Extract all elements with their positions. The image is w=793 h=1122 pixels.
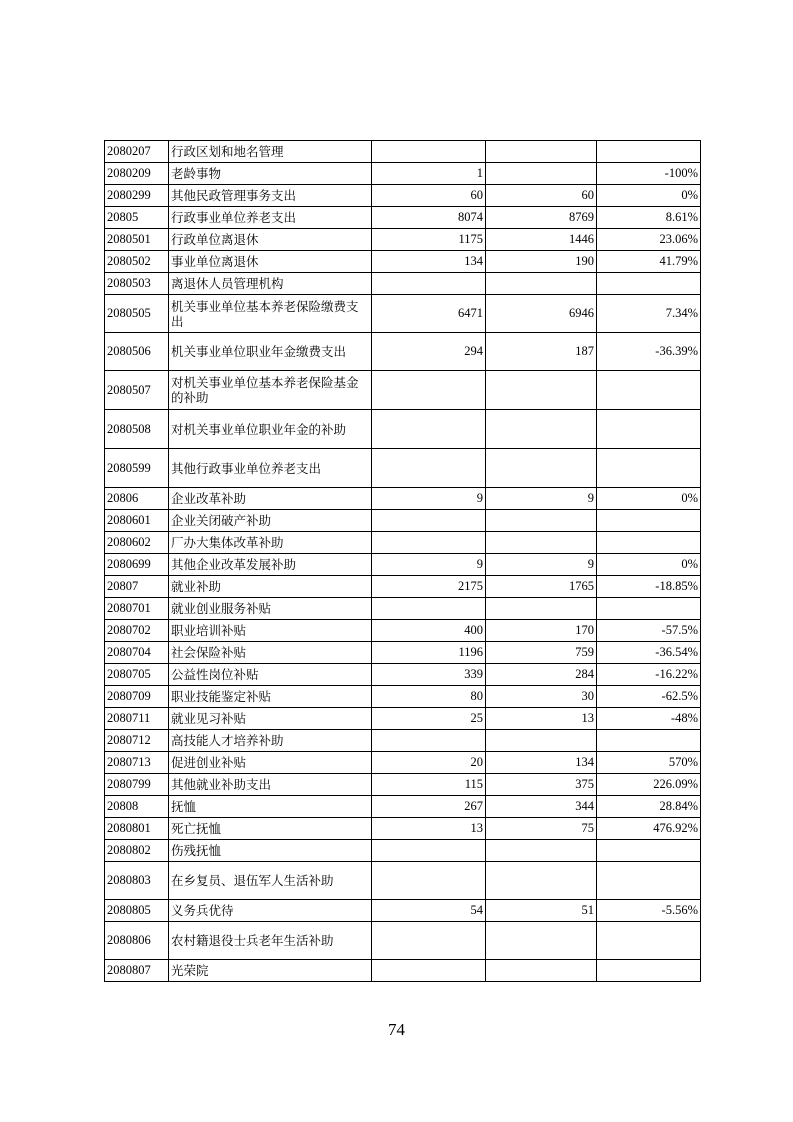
value-2019-cell <box>372 598 486 620</box>
table-row <box>105 752 701 774</box>
table-row <box>105 510 701 532</box>
table-row <box>105 642 701 664</box>
code-cell: 2080807 <box>105 960 169 982</box>
code-cell: 2080209 <box>105 163 169 185</box>
item-name-cell: 事业单位离退休 <box>169 251 372 273</box>
code-cell: 2080705 <box>105 664 169 686</box>
table-row <box>105 532 701 554</box>
code-cell: 2080799 <box>105 774 169 796</box>
value-2019-cell: 1 <box>372 163 486 185</box>
item-name-cell: 老龄事物 <box>169 163 372 185</box>
change-pct-cell: 28.84% <box>597 796 701 818</box>
item-name-cell: 职业技能鉴定补贴 <box>169 686 372 708</box>
change-pct-cell: 7.34% <box>597 295 701 333</box>
code-cell: 2080503 <box>105 273 169 295</box>
value-2020-cell: 60 <box>486 185 597 207</box>
item-name-cell: 对机关事业单位职业年金的补助 <box>169 410 372 449</box>
code-cell: 2080712 <box>105 730 169 752</box>
value-2020-cell <box>486 510 597 532</box>
item-name-cell: 行政单位离退休 <box>169 229 372 251</box>
item-name-cell: 职业培训补贴 <box>169 620 372 642</box>
value-2019-cell: 115 <box>372 774 486 796</box>
value-2019-cell: 6471 <box>372 295 486 333</box>
value-2019-cell: 8074 <box>372 207 486 229</box>
code-cell: 2080299 <box>105 185 169 207</box>
change-pct-cell: 226.09% <box>597 774 701 796</box>
code-cell: 2080806 <box>105 922 169 960</box>
item-name-cell: 死亡抚恤 <box>169 818 372 840</box>
change-pct-cell: -48% <box>597 708 701 730</box>
item-name-cell: 就业见习补贴 <box>169 708 372 730</box>
change-pct-cell <box>597 371 701 410</box>
value-2020-cell <box>486 273 597 295</box>
item-name-cell: 农村籍退役士兵老年生活补助 <box>169 922 372 960</box>
table-row <box>105 410 701 449</box>
expenditure-table <box>104 140 701 982</box>
value-2019-cell <box>372 410 486 449</box>
table-row <box>105 371 701 410</box>
change-pct-cell <box>597 730 701 752</box>
value-2020-cell: 8769 <box>486 207 597 229</box>
code-cell: 2080601 <box>105 510 169 532</box>
table-row <box>105 818 701 840</box>
value-2020-cell <box>486 922 597 960</box>
change-pct-cell: -36.54% <box>597 642 701 664</box>
value-2020-cell: 1446 <box>486 229 597 251</box>
value-2020-cell <box>486 960 597 982</box>
value-2019-cell: 13 <box>372 818 486 840</box>
table-row <box>105 598 701 620</box>
code-cell: 2080508 <box>105 410 169 449</box>
value-2020-cell: 30 <box>486 686 597 708</box>
table-row <box>105 488 701 510</box>
item-name-cell: 就业创业服务补贴 <box>169 598 372 620</box>
table-row <box>105 449 701 488</box>
item-name-cell: 义务兵优待 <box>169 900 372 922</box>
page-number: 74 <box>388 1020 405 1039</box>
table-row <box>105 141 701 163</box>
value-2019-cell: 25 <box>372 708 486 730</box>
value-2019-cell <box>372 960 486 982</box>
value-2019-cell: 400 <box>372 620 486 642</box>
value-2019-cell <box>372 922 486 960</box>
code-cell: 2080704 <box>105 642 169 664</box>
change-pct-cell <box>597 840 701 862</box>
table-row <box>105 163 701 185</box>
code-cell: 20806 <box>105 488 169 510</box>
change-pct-cell: 570% <box>597 752 701 774</box>
change-pct-cell: 0% <box>597 554 701 576</box>
item-name-cell: 企业关闭破产补助 <box>169 510 372 532</box>
item-name-cell: 机关事业单位职业年金缴费支出 <box>169 333 372 371</box>
table-row <box>105 576 701 598</box>
value-2020-cell <box>486 371 597 410</box>
item-name-cell: 厂办大集体改革补助 <box>169 532 372 554</box>
value-2020-cell: 13 <box>486 708 597 730</box>
value-2019-cell: 9 <box>372 488 486 510</box>
item-name-cell: 高技能人才培养补助 <box>169 730 372 752</box>
value-2020-cell: 9 <box>486 488 597 510</box>
change-pct-cell <box>597 922 701 960</box>
table-row <box>105 273 701 295</box>
code-cell: 2080506 <box>105 333 169 371</box>
value-2020-cell: 190 <box>486 251 597 273</box>
value-2019-cell <box>372 532 486 554</box>
table-row <box>105 333 701 371</box>
value-2019-cell: 2175 <box>372 576 486 598</box>
code-cell: 2080702 <box>105 620 169 642</box>
change-pct-cell: -36.39% <box>597 333 701 371</box>
table-row <box>105 554 701 576</box>
value-2020-cell <box>486 449 597 488</box>
change-pct-cell <box>597 510 701 532</box>
value-2020-cell: 75 <box>486 818 597 840</box>
table-row <box>105 862 701 900</box>
value-2019-cell: 54 <box>372 900 486 922</box>
code-cell: 2080803 <box>105 862 169 900</box>
code-cell: 2080802 <box>105 840 169 862</box>
value-2019-cell: 294 <box>372 333 486 371</box>
value-2020-cell: 51 <box>486 900 597 922</box>
table-row <box>105 960 701 982</box>
change-pct-cell <box>597 598 701 620</box>
value-2019-cell <box>372 840 486 862</box>
code-cell: 2080801 <box>105 818 169 840</box>
change-pct-cell <box>597 449 701 488</box>
table-row <box>105 730 701 752</box>
value-2019-cell <box>372 730 486 752</box>
change-pct-cell <box>597 960 701 982</box>
code-cell: 2080507 <box>105 371 169 410</box>
value-2020-cell <box>486 840 597 862</box>
value-2020-cell <box>486 163 597 185</box>
value-2020-cell: 284 <box>486 664 597 686</box>
value-2019-cell: 339 <box>372 664 486 686</box>
value-2020-cell <box>486 410 597 449</box>
code-cell: 2080501 <box>105 229 169 251</box>
value-2020-cell <box>486 862 597 900</box>
change-pct-cell <box>597 862 701 900</box>
value-2020-cell: 170 <box>486 620 597 642</box>
table-row <box>105 840 701 862</box>
item-name-cell: 在乡复员、退伍军人生活补助 <box>169 862 372 900</box>
value-2020-cell: 9 <box>486 554 597 576</box>
change-pct-cell: 0% <box>597 185 701 207</box>
change-pct-cell: -18.85% <box>597 576 701 598</box>
code-cell: 20805 <box>105 207 169 229</box>
table-row <box>105 708 701 730</box>
change-pct-cell: 23.06% <box>597 229 701 251</box>
change-pct-cell <box>597 532 701 554</box>
table-row <box>105 207 701 229</box>
item-name-cell: 其他企业改革发展补助 <box>169 554 372 576</box>
table-row <box>105 295 701 333</box>
item-name-cell: 社会保险补贴 <box>169 642 372 664</box>
item-name-cell: 机关事业单位基本养老保险缴费支出 <box>169 295 372 333</box>
value-2019-cell: 134 <box>372 251 486 273</box>
change-pct-cell: -5.56% <box>597 900 701 922</box>
code-cell: 2080599 <box>105 449 169 488</box>
item-name-cell: 伤残抚恤 <box>169 840 372 862</box>
change-pct-cell: 8.61% <box>597 207 701 229</box>
item-name-cell: 企业改革补助 <box>169 488 372 510</box>
table-row <box>105 922 701 960</box>
change-pct-cell <box>597 141 701 163</box>
value-2020-cell <box>486 532 597 554</box>
value-2020-cell: 375 <box>486 774 597 796</box>
value-2020-cell: 1765 <box>486 576 597 598</box>
table-row <box>105 900 701 922</box>
code-cell: 2080602 <box>105 532 169 554</box>
change-pct-cell: -100% <box>597 163 701 185</box>
value-2019-cell: 1196 <box>372 642 486 664</box>
table-row <box>105 251 701 273</box>
code-cell: 2080207 <box>105 141 169 163</box>
change-pct-cell: -62.5% <box>597 686 701 708</box>
code-cell: 2080709 <box>105 686 169 708</box>
code-cell: 2080701 <box>105 598 169 620</box>
value-2019-cell <box>372 510 486 532</box>
value-2019-cell <box>372 449 486 488</box>
item-name-cell: 其他民政管理事务支出 <box>169 185 372 207</box>
value-2020-cell <box>486 730 597 752</box>
change-pct-cell: -57.5% <box>597 620 701 642</box>
item-name-cell: 促进创业补贴 <box>169 752 372 774</box>
table-row <box>105 229 701 251</box>
item-name-cell: 行政事业单位养老支出 <box>169 207 372 229</box>
table-row <box>105 686 701 708</box>
table-row <box>105 774 701 796</box>
item-name-cell: 公益性岗位补贴 <box>169 664 372 686</box>
change-pct-cell <box>597 273 701 295</box>
change-pct-cell: 41.79% <box>597 251 701 273</box>
change-pct-cell: -16.22% <box>597 664 701 686</box>
change-pct-cell <box>597 410 701 449</box>
item-name-cell: 其他就业补助支出 <box>169 774 372 796</box>
value-2020-cell: 759 <box>486 642 597 664</box>
value-2019-cell: 9 <box>372 554 486 576</box>
code-cell: 2080711 <box>105 708 169 730</box>
value-2020-cell: 187 <box>486 333 597 371</box>
value-2019-cell: 267 <box>372 796 486 818</box>
value-2019-cell <box>372 371 486 410</box>
code-cell: 2080502 <box>105 251 169 273</box>
value-2020-cell <box>486 598 597 620</box>
change-pct-cell: 476.92% <box>597 818 701 840</box>
value-2020-cell: 344 <box>486 796 597 818</box>
table-row <box>105 185 701 207</box>
value-2019-cell: 60 <box>372 185 486 207</box>
code-cell: 20808 <box>105 796 169 818</box>
value-2019-cell <box>372 141 486 163</box>
item-name-cell: 其他行政事业单位养老支出 <box>169 449 372 488</box>
code-cell: 2080713 <box>105 752 169 774</box>
value-2019-cell <box>372 273 486 295</box>
value-2020-cell: 134 <box>486 752 597 774</box>
item-name-cell: 抚恤 <box>169 796 372 818</box>
value-2019-cell: 20 <box>372 752 486 774</box>
code-cell: 2080505 <box>105 295 169 333</box>
value-2019-cell: 1175 <box>372 229 486 251</box>
code-cell: 20807 <box>105 576 169 598</box>
code-cell: 2080699 <box>105 554 169 576</box>
table-row <box>105 664 701 686</box>
item-name-cell: 就业补助 <box>169 576 372 598</box>
item-name-cell: 行政区划和地名管理 <box>169 141 372 163</box>
item-name-cell: 光荣院 <box>169 960 372 982</box>
value-2019-cell: 80 <box>372 686 486 708</box>
value-2019-cell <box>372 862 486 900</box>
item-name-cell: 离退休人员管理机构 <box>169 273 372 295</box>
value-2020-cell <box>486 141 597 163</box>
change-pct-cell: 0% <box>597 488 701 510</box>
code-cell: 2080805 <box>105 900 169 922</box>
value-2020-cell: 6946 <box>486 295 597 333</box>
item-name-cell: 对机关事业单位基本养老保险基金的补助 <box>169 371 372 410</box>
table-row <box>105 620 701 642</box>
table-row <box>105 796 701 818</box>
